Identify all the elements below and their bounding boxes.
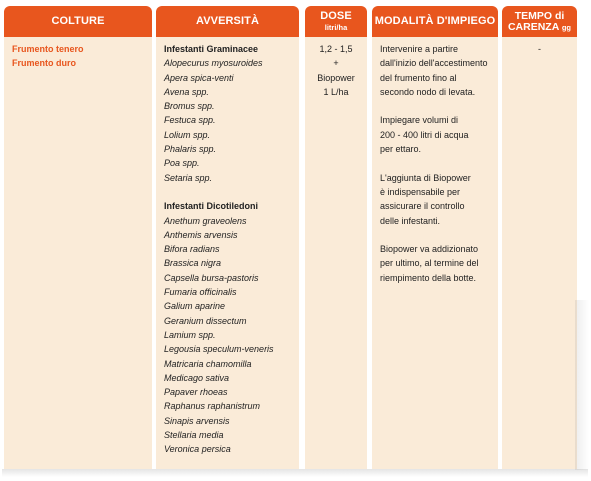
header-tempo-line2: [508, 22, 571, 33]
header-tempo: [502, 6, 577, 37]
avversita-item: Matricaria chamomilla: [164, 358, 252, 369]
avversita-item: Poa spp.: [164, 158, 200, 169]
modalita-line: Biopower va addizionato: [380, 244, 479, 255]
avversita-group-title: Infestanti Graminacee: [164, 44, 259, 54]
header-colture: [4, 6, 152, 37]
avversita-item: Stellaria media: [164, 430, 224, 441]
modalita-line: Intervenire a partire: [380, 44, 459, 54]
avversita-item: Lolium spp.: [164, 129, 211, 140]
dose-line: Biopower: [317, 72, 355, 83]
avversita-item: Setaria spp.: [164, 172, 213, 183]
avversita-item: Fumaria officinalis: [164, 287, 237, 298]
header-modalita-label: MODALITÀ D'IMPIEGO: [374, 15, 496, 27]
modalita-line: secondo nodo di levata.: [380, 86, 476, 97]
modalita-line: delle infestanti.: [380, 215, 441, 226]
header-avversita: [156, 6, 299, 37]
modalita-line: per ultimo, al termine del: [380, 258, 479, 269]
avversita-item: Avena spp.: [164, 86, 209, 97]
modalita-line: assicurare il controllo: [380, 201, 465, 212]
modalita-line: dall'inizio dell'accestimento: [380, 58, 488, 69]
tempo-cell: [502, 42, 577, 56]
avversita-item: Capsella bursa-pastoris: [164, 272, 259, 283]
spacer: [380, 228, 488, 242]
tempo-value: -: [538, 44, 541, 54]
coltura-item: Frumento duro: [12, 58, 76, 69]
header-colture-label: COLTURE: [51, 15, 105, 27]
colture-cell: [12, 42, 84, 71]
avversita-cell: [164, 42, 274, 457]
modalita-line: per ettaro.: [380, 144, 422, 155]
dose-line: 1,2 - 1,5: [319, 44, 353, 54]
avversita-item: Veronica persica: [164, 444, 231, 455]
avversita-item: Medicago sativa: [164, 372, 230, 383]
avversita-item: Papaver rhoeas: [164, 387, 228, 398]
modalita-cell: [380, 42, 488, 285]
avversita-item: Anethum graveolens: [164, 215, 247, 226]
dose-line: 1 L/ha: [323, 86, 349, 97]
header-modalita: [372, 6, 498, 37]
header-avversita-label: AVVERSITÀ: [195, 15, 260, 27]
avversita-item: Raphanus raphanistrum: [164, 401, 261, 412]
modalita-line: del frumento fino al: [380, 72, 457, 83]
spacer: [164, 185, 274, 199]
modalita-line: L'aggiunta di Biopower: [380, 172, 471, 183]
avversita-item: Apera spica-venti: [164, 72, 234, 83]
header-dose-unit: litri/ha: [324, 22, 348, 32]
page-shadow-bottom: [2, 469, 588, 477]
avversita-item: Brassica nigra: [164, 258, 222, 269]
dose-line: +: [333, 58, 339, 69]
avversita-item: Anthemis arvensis: [164, 229, 238, 240]
header-tempo-line1: TEMPO di: [514, 9, 565, 22]
avversita-item: Alopecurus myosuroides: [164, 58, 263, 69]
avversita-item: Legousia speculum-veneris: [164, 344, 274, 355]
modalita-line: riempimento della botte.: [380, 272, 477, 283]
avversita-item: Bifora radians: [164, 244, 220, 255]
avversita-item: Phalaris spp.: [164, 144, 217, 155]
column-colture: [4, 37, 152, 469]
avversita-item: Lamium spp.: [164, 329, 216, 340]
header-tempo-unit: gg: [561, 22, 572, 32]
column-dose: [305, 37, 367, 469]
column-tempo: [502, 37, 577, 469]
dose-cell: [305, 42, 367, 99]
spacer: [380, 99, 488, 113]
modalita-line: Impiegare volumi di: [380, 115, 459, 126]
modalita-line: è indispensabile per: [380, 186, 461, 197]
avversita-item: Galium aparine: [164, 301, 226, 312]
spacer: [380, 156, 488, 170]
avversita-item: Bromus spp.: [164, 101, 215, 112]
avversita-item: Sinapis arvensis: [164, 415, 230, 426]
avversita-item: Festuca spp.: [164, 115, 216, 126]
page-shadow-right: [575, 300, 589, 470]
header-dose-label: DOSE: [320, 9, 352, 22]
avversita-group-title: Infestanti Dicotiledoni: [164, 201, 259, 212]
avversita-item: Geranium dissectum: [164, 315, 247, 326]
header-dose: [305, 6, 367, 37]
header-tempo-carenza: CARENZA: [507, 20, 559, 33]
coltura-item: Frumento tenero: [12, 44, 84, 54]
modalita-line: 200 - 400 litri di acqua: [380, 129, 469, 140]
